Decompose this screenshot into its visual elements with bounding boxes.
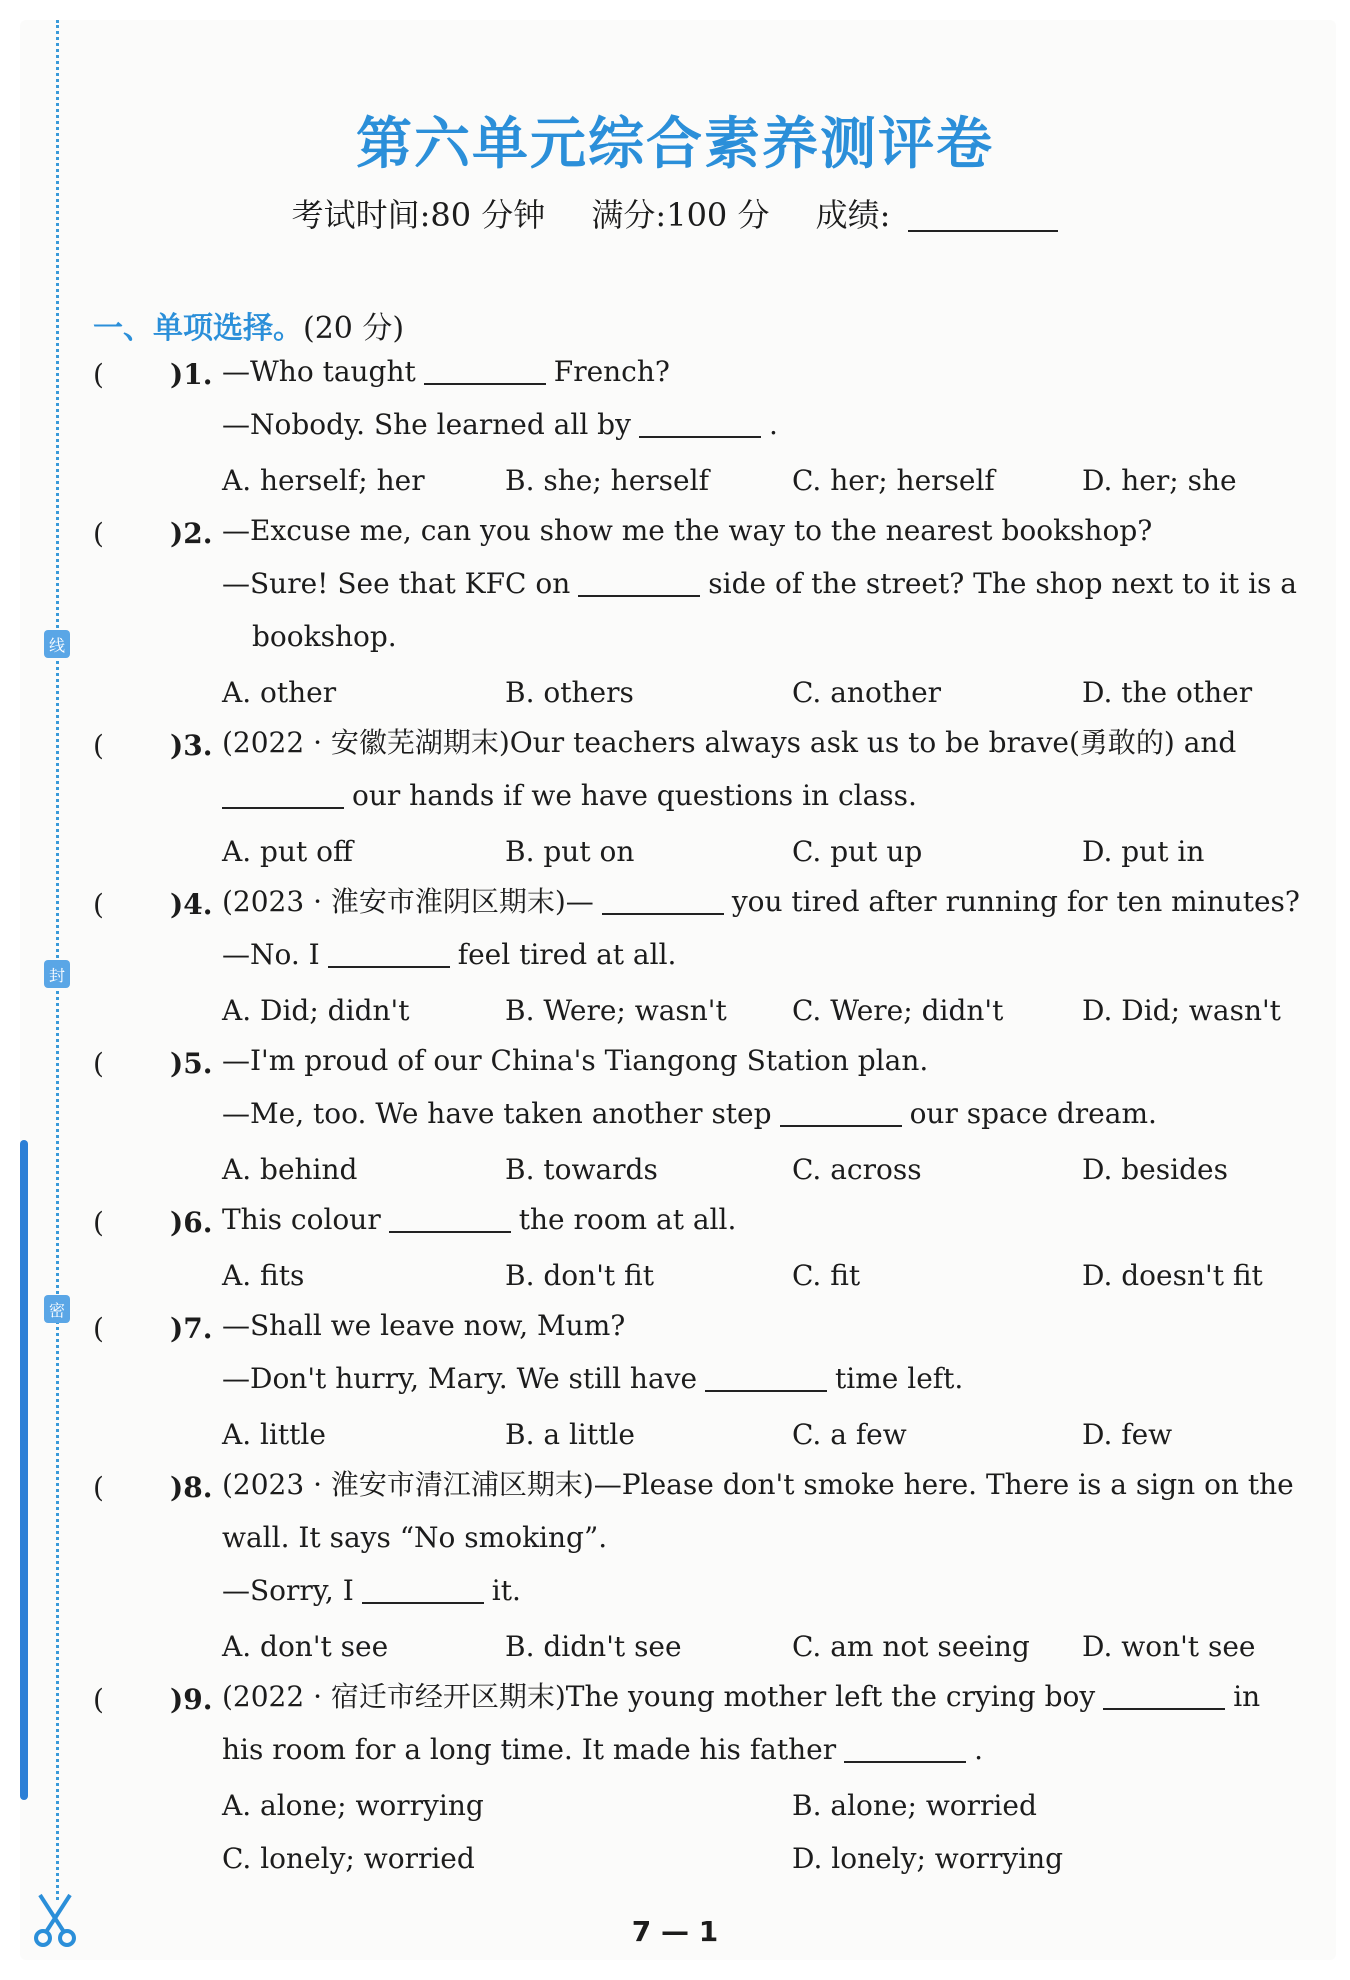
option[interactable]: D. put in (1082, 835, 1205, 868)
option[interactable]: D. doesn't fit (1082, 1259, 1263, 1292)
answer-paren[interactable]: ( (93, 1206, 104, 1239)
question-line (222, 1362, 964, 1395)
question-text: —Sure! See that KFC on (222, 567, 571, 600)
question-line: (2022 · 安徽芜湖期末)Our teachers always ask us to be brave(勇敢的) and (222, 726, 1237, 759)
option[interactable]: D. lonely; worrying (792, 1842, 1064, 1875)
option[interactable]: A. don't see (222, 1630, 389, 1663)
option[interactable]: B. don't fit (505, 1259, 654, 1292)
answer-blank[interactable] (1103, 1684, 1225, 1710)
question-line (222, 885, 1300, 918)
side-tag-feng: 封 (44, 960, 70, 988)
edge-accent-bar (20, 1140, 28, 1460)
option[interactable]: B. didn't see (505, 1630, 682, 1663)
question-text: in (1233, 1680, 1261, 1713)
question-text: our hands if we have questions in class. (352, 779, 917, 812)
question-number: )8. (170, 1471, 213, 1504)
option[interactable]: C. fit (792, 1259, 861, 1292)
question-text: it. (491, 1574, 521, 1607)
exam-time: 考试时间:80 分钟 (291, 196, 546, 234)
section-heading (93, 303, 404, 347)
question-line (222, 567, 1298, 600)
question-line: —I'm proud of our China's Tiangong Station plan. (222, 1044, 929, 1077)
option[interactable]: A. herself; her (222, 464, 425, 497)
question-text: the room at all. (518, 1203, 737, 1236)
option[interactable]: A. little (222, 1418, 326, 1451)
answer-blank[interactable] (602, 889, 724, 915)
answer-blank[interactable] (222, 783, 344, 809)
option[interactable]: B. put on (505, 835, 635, 868)
section-points: (20 分) (303, 311, 405, 346)
option[interactable]: B. a little (505, 1418, 635, 1451)
question-number: )6. (170, 1206, 213, 1239)
question-text: his room for a long time. It made his father (222, 1733, 837, 1766)
side-tag-xian: 线 (44, 630, 70, 658)
option[interactable]: A. fits (222, 1259, 305, 1292)
question-text: (2022 · 宿迁市经开区期末)The young mother left the crying boy (222, 1680, 1096, 1713)
question-text: our space dream. (909, 1097, 1157, 1130)
answer-paren[interactable]: ( (93, 1047, 104, 1080)
answer-blank[interactable] (780, 1101, 902, 1127)
question-line: —Excuse me, can you show me the way to the nearest bookshop? (222, 514, 1153, 547)
question-text: French? (553, 355, 670, 388)
question-line: —Shall we leave now, Mum? (222, 1309, 626, 1342)
option[interactable]: C. her; herself (792, 464, 995, 497)
answer-paren[interactable]: ( (93, 729, 104, 762)
grade-blank[interactable] (908, 200, 1058, 232)
question-line (222, 1733, 984, 1766)
option[interactable]: C. across (792, 1153, 922, 1186)
answer-paren[interactable]: ( (93, 888, 104, 921)
grade-label: 成绩: (815, 196, 891, 234)
option[interactable]: D. few (1082, 1418, 1173, 1451)
question-text: This colour (222, 1203, 381, 1236)
page-title: 第六单元综合素养测评卷 (356, 112, 994, 177)
question-text: —No. I (222, 938, 320, 971)
option[interactable]: C. am not seeing (792, 1630, 1030, 1663)
question-text: you tired after running for ten minutes? (731, 885, 1300, 918)
answer-blank[interactable] (844, 1737, 966, 1763)
answer-paren[interactable]: ( (93, 1312, 104, 1345)
question-text: —Who taught (222, 355, 416, 388)
full-score: 满分:100 分 (591, 196, 770, 234)
option[interactable]: A. other (222, 676, 337, 709)
question-line: wall. It says “No smoking”. (222, 1521, 608, 1554)
question-text: . (768, 408, 778, 441)
question-text: —Don't hurry, Mary. We still have (222, 1362, 698, 1395)
option[interactable]: D. the other (1082, 676, 1253, 709)
question-number: )5. (170, 1047, 213, 1080)
option[interactable]: A. behind (222, 1153, 358, 1186)
answer-blank[interactable] (578, 571, 700, 597)
question-text: (2023 · 淮安市淮阴区期末)— (222, 885, 594, 918)
question-line (222, 779, 917, 812)
question-number: )7. (170, 1312, 213, 1345)
answer-blank[interactable] (362, 1578, 484, 1604)
option[interactable]: B. she; herself (505, 464, 709, 497)
question-line (222, 355, 670, 388)
side-tag-mi: 密 (44, 1295, 70, 1323)
answer-blank[interactable] (705, 1366, 827, 1392)
option[interactable]: B. others (505, 676, 634, 709)
section-title: 一、单项选择。 (93, 311, 303, 346)
answer-blank[interactable] (389, 1207, 511, 1233)
option[interactable]: C. another (792, 676, 942, 709)
option[interactable]: D. besides (1082, 1153, 1228, 1186)
question-number: )4. (170, 888, 213, 921)
answer-paren[interactable]: ( (93, 1471, 104, 1504)
answer-blank[interactable] (424, 359, 546, 385)
option[interactable]: D. Did; wasn't (1082, 994, 1281, 1027)
question-text: —Me, too. We have taken another step (222, 1097, 772, 1130)
answer-paren[interactable]: ( (93, 1683, 104, 1716)
question-text: —Sorry, I (222, 1574, 354, 1607)
question-number: )3. (170, 729, 213, 762)
question-line (222, 1097, 1157, 1130)
answer-blank[interactable] (639, 412, 761, 438)
question-line (222, 408, 778, 441)
answer-paren[interactable]: ( (93, 517, 104, 550)
answer-paren[interactable]: ( (93, 358, 104, 391)
option[interactable]: A. alone; worrying (222, 1789, 484, 1822)
question-line: (2023 · 淮安市清江浦区期末)—Please don't smoke here. There is a sign on the (222, 1468, 1294, 1501)
answer-blank[interactable] (328, 942, 450, 968)
option[interactable]: D. won't see (1082, 1630, 1256, 1663)
question-line (222, 1203, 737, 1236)
question-text: —Nobody. She learned all by (222, 408, 631, 441)
option[interactable]: C. Were; didn't (792, 994, 1004, 1027)
question-text: time left. (835, 1362, 964, 1395)
question-line: bookshop. (252, 620, 397, 653)
option[interactable]: A. put off (222, 835, 353, 868)
option[interactable]: A. Did; didn't (222, 994, 410, 1027)
question-line (222, 1680, 1261, 1713)
question-text: feel tired at all. (457, 938, 677, 971)
edge-accent-bar-lower (20, 1440, 28, 1800)
option[interactable]: C. lonely; worried (222, 1842, 475, 1875)
question-text: . (974, 1733, 984, 1766)
option[interactable]: B. towards (505, 1153, 658, 1186)
question-number: )9. (170, 1683, 213, 1716)
question-line (222, 938, 677, 971)
page-number: 7 — 1 (631, 1915, 719, 1948)
option[interactable]: B. Were; wasn't (505, 994, 727, 1027)
option[interactable]: C. a few (792, 1418, 907, 1451)
question-text: side of the street? The shop next to it is a (708, 567, 1298, 600)
question-number: )2. (170, 517, 213, 550)
exam-meta (0, 190, 1350, 236)
question-line (222, 1574, 521, 1607)
option[interactable]: B. alone; worried (792, 1789, 1037, 1822)
option[interactable]: D. her; she (1082, 464, 1237, 497)
question-number: )1. (170, 358, 213, 391)
option[interactable]: C. put up (792, 835, 923, 868)
